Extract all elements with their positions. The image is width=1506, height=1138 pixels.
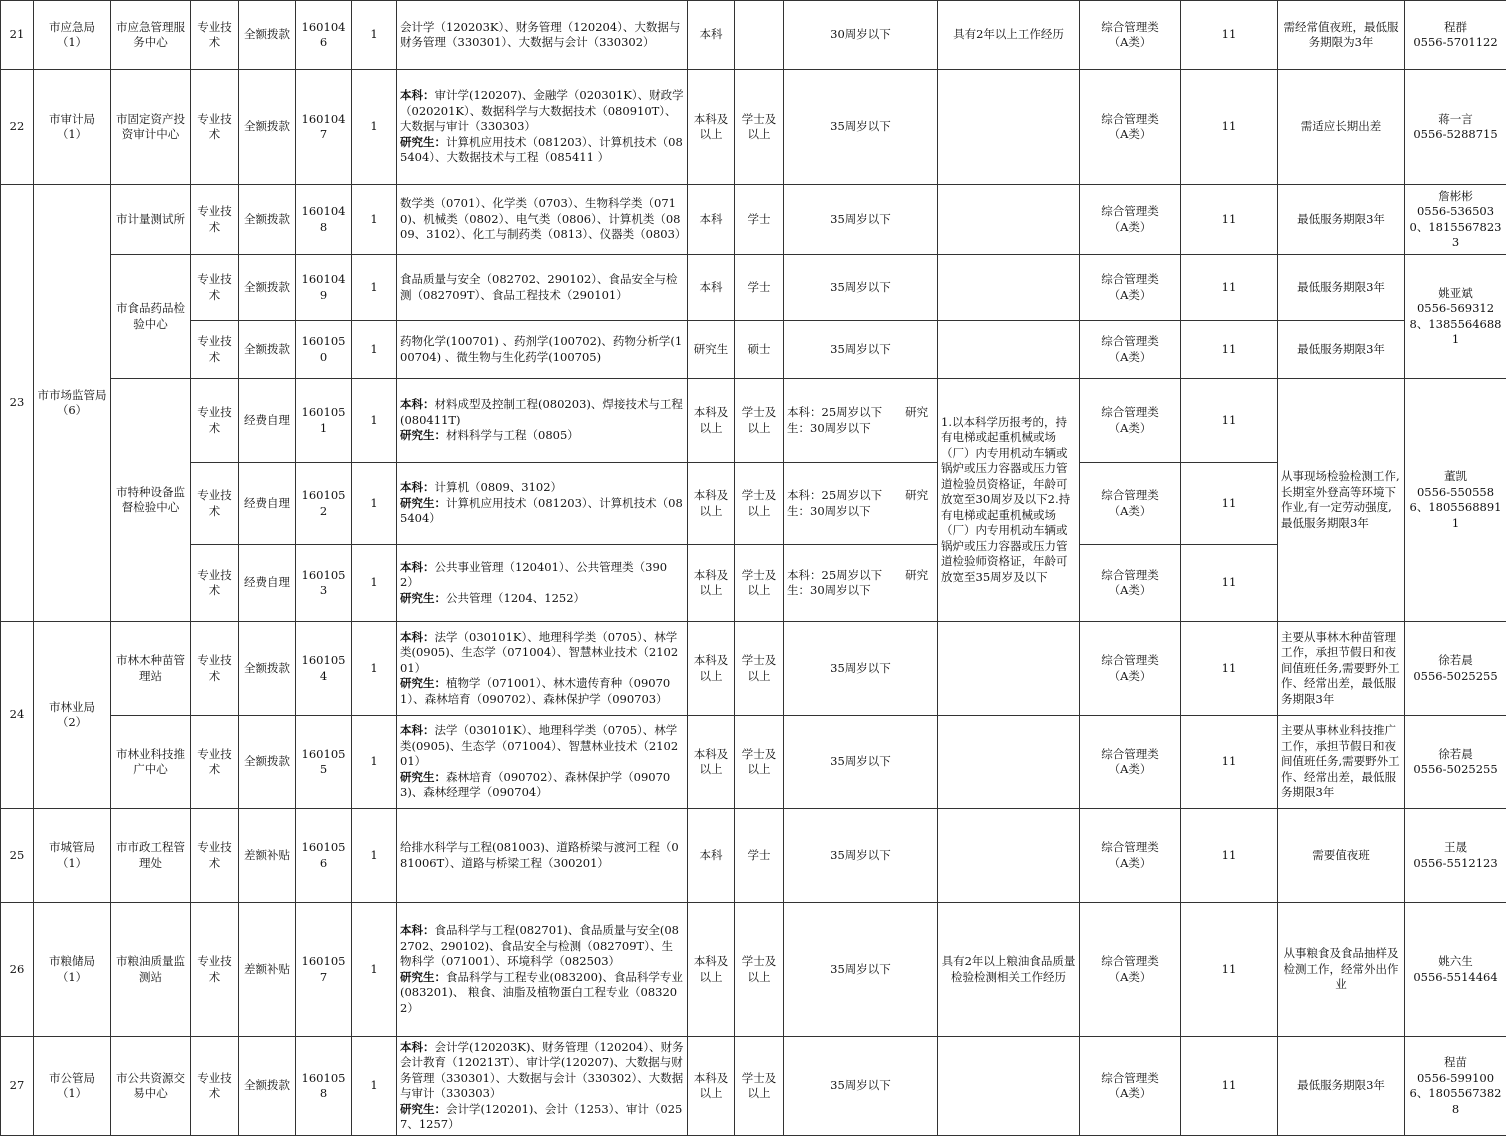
exam-category: 综合管理类 （A类） bbox=[1080, 185, 1181, 255]
department: 市城管局 （1） bbox=[34, 809, 111, 903]
exam-code: 11 bbox=[1181, 1, 1278, 70]
post-code: 1601047 bbox=[296, 70, 352, 185]
unit-name: 市林业科技推广中心 bbox=[111, 716, 191, 809]
table-row bbox=[1, 70, 1506, 185]
exam-code: 11 bbox=[1181, 809, 1278, 903]
exam-code: 11 bbox=[1181, 255, 1278, 321]
row-number: 21 bbox=[1, 1, 34, 70]
degree: 学士 bbox=[735, 809, 784, 903]
degree: 学士及以上 bbox=[735, 903, 784, 1037]
unit-name: 市林木种苗管理站 bbox=[111, 622, 191, 716]
post-type: 专业技术 bbox=[191, 903, 239, 1037]
exam-code: 11 bbox=[1181, 545, 1278, 622]
table-row bbox=[1, 716, 1506, 809]
post-type: 专业技术 bbox=[191, 379, 239, 463]
row-number: 26 bbox=[1, 903, 34, 1037]
table-row bbox=[1, 903, 1506, 1037]
exam-code: 11 bbox=[1181, 622, 1278, 716]
degree: 学士 bbox=[735, 255, 784, 321]
degree: 学士及以上 bbox=[735, 622, 784, 716]
remarks: 需要值夜班 bbox=[1278, 809, 1405, 903]
exam-code: 11 bbox=[1181, 1037, 1278, 1136]
unit-name: 市市政工程管理处 bbox=[111, 809, 191, 903]
unit-name: 市计量测试所 bbox=[111, 185, 191, 255]
exam-category: 综合管理类 （A类） bbox=[1080, 321, 1181, 379]
other-requirements bbox=[938, 255, 1080, 321]
department: 市公管局 （1） bbox=[34, 1037, 111, 1136]
post-type: 专业技术 bbox=[191, 716, 239, 809]
exam-code: 11 bbox=[1181, 185, 1278, 255]
post-code: 1601046 bbox=[296, 1, 352, 70]
remarks: 主要从事林业科技推广工作，承担节假日和夜间值班任务,需要野外工作、经常出差，最低服务期限3年 bbox=[1278, 716, 1405, 809]
degree: 学士及以上 bbox=[735, 1037, 784, 1136]
age-limit: 35周岁以下 bbox=[784, 321, 938, 379]
other-requirements bbox=[938, 809, 1080, 903]
post-type: 专业技术 bbox=[191, 809, 239, 903]
table-row bbox=[1, 321, 1506, 379]
table-row bbox=[1, 1, 1506, 70]
remarks: 最低服务期限3年 bbox=[1278, 1037, 1405, 1136]
unit-name: 市应急管理服务中心 bbox=[111, 1, 191, 70]
funding-type: 全额拨款 bbox=[239, 255, 296, 321]
age-limit: 本科：25周岁以下 研究生：30周岁以下 bbox=[784, 545, 938, 622]
table-row bbox=[1, 622, 1506, 716]
major-requirements: 数学类（0701）、化学类（0703）、生物科学类（0710)、机械类（0802）、电气类（0806）、计算机类（0809、3102）、化工与制药类（0813）、仪器类（0803） bbox=[397, 185, 688, 255]
hire-count: 1 bbox=[352, 1, 397, 70]
row-number: 25 bbox=[1, 809, 34, 903]
funding-type: 经费自理 bbox=[239, 463, 296, 545]
exam-code: 11 bbox=[1181, 716, 1278, 809]
age-limit: 35周岁以下 bbox=[784, 70, 938, 185]
table-row bbox=[1, 1037, 1506, 1136]
other-requirements: 具有2年以上工作经历 bbox=[938, 1, 1080, 70]
education: 本科及以上 bbox=[688, 716, 735, 809]
unit-name: 市公共资源交易中心 bbox=[111, 1037, 191, 1136]
contact: 姚六生 0556-5514464 bbox=[1405, 903, 1506, 1037]
age-limit: 35周岁以下 bbox=[784, 716, 938, 809]
hire-count: 1 bbox=[352, 321, 397, 379]
age-limit: 本科：25周岁以下 研究生：30周岁以下 bbox=[784, 463, 938, 545]
degree: 硕士 bbox=[735, 321, 784, 379]
post-type: 专业技术 bbox=[191, 185, 239, 255]
hire-count: 1 bbox=[352, 545, 397, 622]
post-code: 1601056 bbox=[296, 809, 352, 903]
other-requirements bbox=[938, 70, 1080, 185]
degree: 学士及以上 bbox=[735, 70, 784, 185]
hire-count: 1 bbox=[352, 716, 397, 809]
education: 本科 bbox=[688, 1, 735, 70]
major-requirements: 本科：食品科学与工程(082701)、食品质量与安全(082702、290102)、食品安全与检测（082709T）、生物科学（071001）、环境科学（082503） 研究生：食品科学与工程专业(083200)、食品科学专业(083201)、 粮食、油脂及植物蛋白工程专业（083202） bbox=[397, 903, 688, 1037]
exam-code: 11 bbox=[1181, 903, 1278, 1037]
contact: 董凯 0556-5505586、18055688911 bbox=[1405, 379, 1506, 622]
table-row bbox=[1, 185, 1506, 255]
age-limit: 35周岁以下 bbox=[784, 809, 938, 903]
exam-category: 综合管理类 （A类） bbox=[1080, 1037, 1181, 1136]
remarks: 需经常值夜班，最低服务期限为3年 bbox=[1278, 1, 1405, 70]
remarks: 主要从事林木种苗管理工作，承担节假日和夜间值班任务,需要野外工作、经常出差，最低服务期限3年 bbox=[1278, 622, 1405, 716]
degree: 学士及以上 bbox=[735, 545, 784, 622]
major-requirements: 本科：公共事业管理（120401）、公共管理类（3902） 研究生：公共管理（1204、1252） bbox=[397, 545, 688, 622]
other-requirements bbox=[938, 716, 1080, 809]
remarks: 从事粮食及食品抽样及检测工作，经常外出作业 bbox=[1278, 903, 1405, 1037]
department: 市市场监管局 （6） bbox=[34, 185, 111, 622]
education: 研究生 bbox=[688, 321, 735, 379]
degree: 学士及以上 bbox=[735, 463, 784, 545]
funding-type: 全额拨款 bbox=[239, 321, 296, 379]
contact: 程苗 0556-5991006、18055673828 bbox=[1405, 1037, 1506, 1136]
major-requirements: 本科：计算机（0809、3102） 研究生：计算机应用技术（081203）、计算机技术（085404） bbox=[397, 463, 688, 545]
major-requirements: 本科：法学（030101K）、地理科学类（0705）、林学类(0905)、生态学（071004）、智慧林业技术（210201） 研究生：植物学（071001）、林木遗传育种（090701）、森林培育（090702）、森林保护学（090703） bbox=[397, 622, 688, 716]
hire-count: 1 bbox=[352, 379, 397, 463]
funding-type: 全额拨款 bbox=[239, 185, 296, 255]
post-code: 1601057 bbox=[296, 903, 352, 1037]
remarks: 从事现场检验检测工作,长期室外登高等环境下作业,有一定劳动强度,最低服务期限3年 bbox=[1278, 379, 1405, 622]
remarks: 最低服务期限3年 bbox=[1278, 255, 1405, 321]
degree: 学士及以上 bbox=[735, 716, 784, 809]
other-requirements bbox=[938, 321, 1080, 379]
post-type: 专业技术 bbox=[191, 1, 239, 70]
post-code: 1601051 bbox=[296, 379, 352, 463]
remarks: 需适应长期出差 bbox=[1278, 70, 1405, 185]
education: 本科及以上 bbox=[688, 463, 735, 545]
exam-category: 综合管理类 （A类） bbox=[1080, 255, 1181, 321]
post-code: 1601058 bbox=[296, 1037, 352, 1136]
post-code: 1601050 bbox=[296, 321, 352, 379]
post-type: 专业技术 bbox=[191, 255, 239, 321]
other-requirements: 1.以本科学历报考的，持有电梯或起重机械或场（厂）内专用机动车辆或锅炉或压力容器或压力管道检验员资格证，年龄可放宽至30周岁及以下2.持有电梯或起重机械或场（厂）内专用机动车辆或锅炉或压力容器或压力管道检验师资格证，年龄可放宽至35周岁及以下 bbox=[938, 379, 1080, 622]
age-limit: 30周岁以下 bbox=[784, 1, 938, 70]
age-limit: 本科：25周岁以下 研究生：30周岁以下 bbox=[784, 379, 938, 463]
funding-type: 全额拨款 bbox=[239, 716, 296, 809]
major-requirements: 会计学（120203K）、财务管理（120204）、大数据与财务管理（330301）、大数据与会计（330302） bbox=[397, 1, 688, 70]
post-code: 1601049 bbox=[296, 255, 352, 321]
education: 本科 bbox=[688, 185, 735, 255]
post-code: 1601055 bbox=[296, 716, 352, 809]
major-requirements: 药物化学(100701) 、药剂学(100702)、药物分析学(100704) 、微生物与生化药学(100705) bbox=[397, 321, 688, 379]
exam-code: 11 bbox=[1181, 463, 1278, 545]
row-number: 23 bbox=[1, 185, 34, 622]
unit-name: 市固定资产投资审计中心 bbox=[111, 70, 191, 185]
age-limit: 35周岁以下 bbox=[784, 903, 938, 1037]
exam-code: 11 bbox=[1181, 321, 1278, 379]
degree: 学士及以上 bbox=[735, 379, 784, 463]
funding-type: 全额拨款 bbox=[239, 1037, 296, 1136]
hire-count: 1 bbox=[352, 903, 397, 1037]
department: 市粮储局 （1） bbox=[34, 903, 111, 1037]
contact: 蒋一言 0556-5288715 bbox=[1405, 70, 1506, 185]
education: 本科及以上 bbox=[688, 903, 735, 1037]
exam-category: 综合管理类 （A类） bbox=[1080, 545, 1181, 622]
row-number: 22 bbox=[1, 70, 34, 185]
degree: 学士 bbox=[735, 185, 784, 255]
department: 市应急局 （1） bbox=[34, 1, 111, 70]
post-code: 1601054 bbox=[296, 622, 352, 716]
contact: 王晟 0556-5512123 bbox=[1405, 809, 1506, 903]
hire-count: 1 bbox=[352, 185, 397, 255]
exam-category: 综合管理类 （A类） bbox=[1080, 1, 1181, 70]
funding-type: 差额补贴 bbox=[239, 809, 296, 903]
contact: 徐若晨 0556-5025255 bbox=[1405, 622, 1506, 716]
exam-code: 11 bbox=[1181, 70, 1278, 185]
post-type: 专业技术 bbox=[191, 463, 239, 545]
remarks: 最低服务期限3年 bbox=[1278, 321, 1405, 379]
major-requirements: 给排水科学与工程(081003)、道路桥梁与渡河工程（081006T）、道路与桥梁工程（300201） bbox=[397, 809, 688, 903]
exam-category: 综合管理类 （A类） bbox=[1080, 379, 1181, 463]
age-limit: 35周岁以下 bbox=[784, 622, 938, 716]
funding-type: 全额拨款 bbox=[239, 622, 296, 716]
unit-name: 市特种设备监督检验中心 bbox=[111, 379, 191, 622]
degree bbox=[735, 1, 784, 70]
contact: 詹彬彬 0556-5365030、18155678233 bbox=[1405, 185, 1506, 255]
education: 本科 bbox=[688, 255, 735, 321]
other-requirements bbox=[938, 1037, 1080, 1136]
other-requirements bbox=[938, 622, 1080, 716]
funding-type: 经费自理 bbox=[239, 545, 296, 622]
remarks: 最低服务期限3年 bbox=[1278, 185, 1405, 255]
contact: 程群 0556-5701122 bbox=[1405, 1, 1506, 70]
row-number: 24 bbox=[1, 622, 34, 809]
major-requirements: 本科：审计学(120207)、金融学（020301K）、财政学（020201K）、数据科学与大数据技术（080910T）、大数据与审计（330303） 研究生：计算机应用技术（081203）、计算机技术（085404）、大数据技术与工程（085411 ） bbox=[397, 70, 688, 185]
exam-category: 综合管理类 （A类） bbox=[1080, 716, 1181, 809]
contact: 徐若晨 0556-5025255 bbox=[1405, 716, 1506, 809]
hire-count: 1 bbox=[352, 809, 397, 903]
major-requirements: 本科：会计学(120203K)、财务管理（120204）、财务会计教育（120213T）、审计学(120207)、大数据与财务管理（330301）、大数据与会计（330302）、大数据与审计（330303） 研究生：会计学(120201)、会计（1253）、审计（0257、1257） bbox=[397, 1037, 688, 1136]
major-requirements: 本科：材料成型及控制工程(080203)、焊接技术与工程(080411T) 研究生：材料科学与工程（0805） bbox=[397, 379, 688, 463]
funding-type: 经费自理 bbox=[239, 379, 296, 463]
age-limit: 35周岁以下 bbox=[784, 255, 938, 321]
funding-type: 差额补贴 bbox=[239, 903, 296, 1037]
post-code: 1601053 bbox=[296, 545, 352, 622]
major-requirements: 食品质量与安全（082702、290102）、食品安全与检测（082709T）、食品工程技术（290101） bbox=[397, 255, 688, 321]
major-requirements: 本科：法学（030101K）、地理科学类（0705）、林学类(0905)、生态学（071004）、智慧林业技术（210201） 研究生：森林培育（090702）、森林保护学（090703)、森林经理学（090704） bbox=[397, 716, 688, 809]
contact: 姚亚斌 0556-5693128、13855646881 bbox=[1405, 255, 1506, 379]
exam-category: 综合管理类 （A类） bbox=[1080, 622, 1181, 716]
funding-type: 全额拨款 bbox=[239, 1, 296, 70]
education: 本科及以上 bbox=[688, 545, 735, 622]
exam-category: 综合管理类 （A类） bbox=[1080, 903, 1181, 1037]
hire-count: 1 bbox=[352, 255, 397, 321]
exam-category: 综合管理类 （A类） bbox=[1080, 463, 1181, 545]
department: 市林业局 （2） bbox=[34, 622, 111, 809]
age-limit: 35周岁以下 bbox=[784, 185, 938, 255]
hire-count: 1 bbox=[352, 1037, 397, 1136]
education: 本科及以上 bbox=[688, 70, 735, 185]
hire-count: 1 bbox=[352, 622, 397, 716]
age-limit: 35周岁以下 bbox=[784, 1037, 938, 1136]
unit-name: 市粮油质量监测站 bbox=[111, 903, 191, 1037]
hire-count: 1 bbox=[352, 70, 397, 185]
post-code: 1601048 bbox=[296, 185, 352, 255]
hire-count: 1 bbox=[352, 463, 397, 545]
post-code: 1601052 bbox=[296, 463, 352, 545]
other-requirements: 具有2年以上粮油食品质量检验检测相关工作经历 bbox=[938, 903, 1080, 1037]
education: 本科及以上 bbox=[688, 1037, 735, 1136]
other-requirements bbox=[938, 185, 1080, 255]
department: 市审计局 （1） bbox=[34, 70, 111, 185]
post-type: 专业技术 bbox=[191, 545, 239, 622]
table-row bbox=[1, 379, 1506, 463]
education: 本科 bbox=[688, 809, 735, 903]
row-number: 27 bbox=[1, 1037, 34, 1136]
post-type: 专业技术 bbox=[191, 321, 239, 379]
exam-code: 11 bbox=[1181, 379, 1278, 463]
exam-category: 综合管理类 （A类） bbox=[1080, 809, 1181, 903]
table-row bbox=[1, 809, 1506, 903]
unit-name: 市食品药品检验中心 bbox=[111, 255, 191, 379]
education: 本科及以上 bbox=[688, 379, 735, 463]
post-type: 专业技术 bbox=[191, 622, 239, 716]
post-type: 专业技术 bbox=[191, 70, 239, 185]
education: 本科及以上 bbox=[688, 622, 735, 716]
table-row bbox=[1, 255, 1506, 321]
funding-type: 全额拨款 bbox=[239, 70, 296, 185]
post-type: 专业技术 bbox=[191, 1037, 239, 1136]
exam-category: 综合管理类 （A类） bbox=[1080, 70, 1181, 185]
